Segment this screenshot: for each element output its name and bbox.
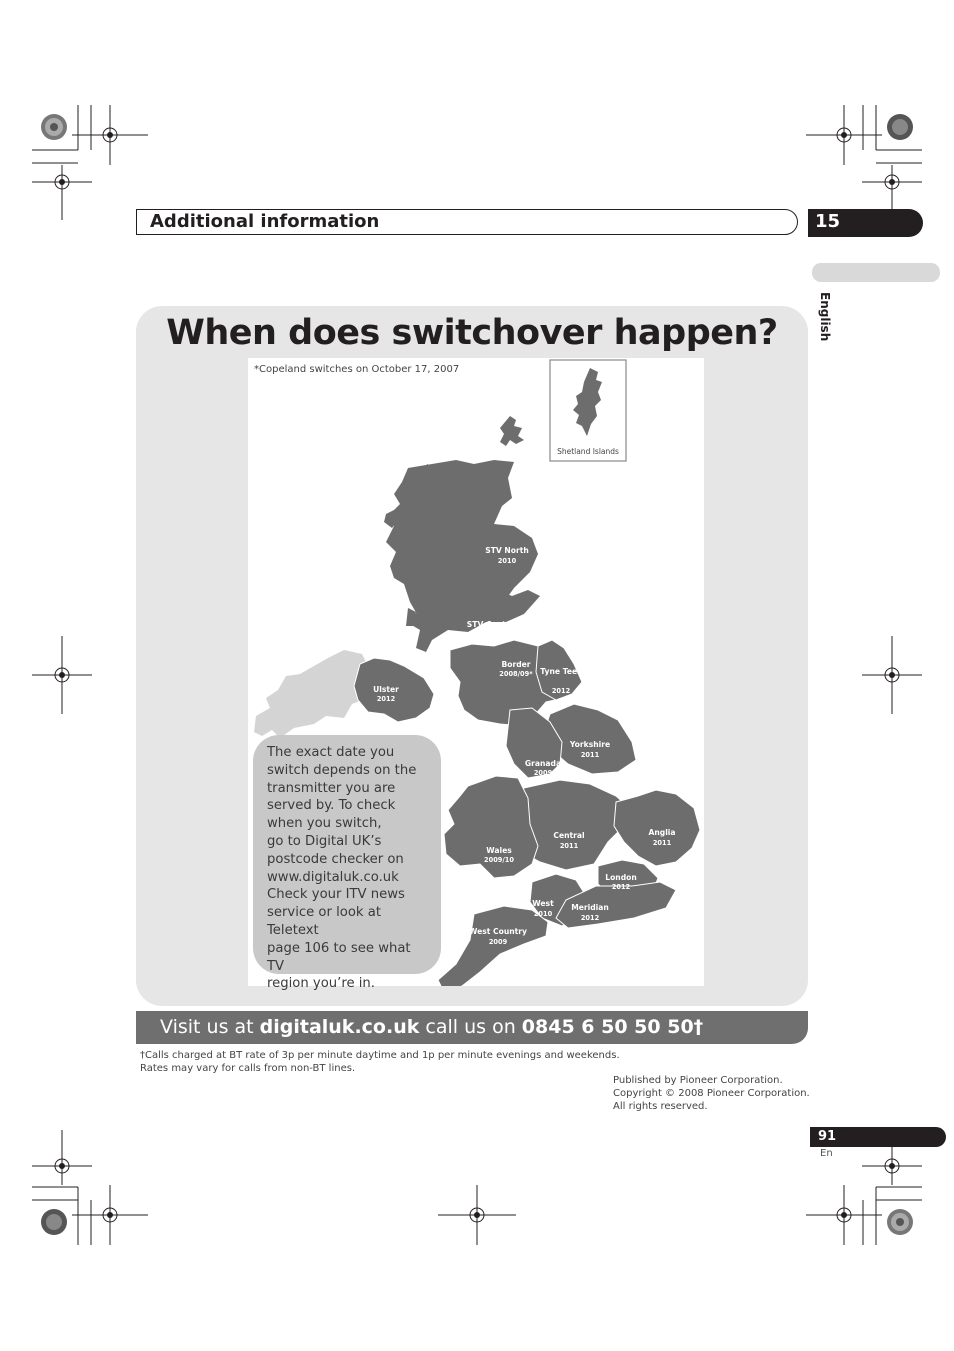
inset-label: Shetland Islands <box>557 447 619 456</box>
language-tab <box>812 263 940 282</box>
info-line: transmitter you are <box>267 780 396 796</box>
label-meridian: Meridian <box>571 903 609 912</box>
label-yorkshire: Yorkshire <box>569 740 611 749</box>
info-line: served by. To check <box>267 798 396 814</box>
footnote-line: †Calls charged at BT rate of 3p per minute daytime and 1p per minute evenings and weekends. <box>140 1050 620 1061</box>
year-london: 2012 <box>611 883 631 891</box>
page-lang-code: En <box>820 1148 833 1159</box>
info-line: switch depends on the <box>267 762 417 778</box>
info-line: Check your ITV news <box>267 887 405 903</box>
label-anglia: Anglia <box>648 828 676 837</box>
label-stv-north: STV North <box>485 546 529 555</box>
footnote-line: Rates may vary for calls from non-BT lines. <box>140 1063 356 1074</box>
year-west: 2010 <box>533 910 553 918</box>
info-callout <box>253 735 441 992</box>
orkney-shape <box>500 416 524 446</box>
visit-text <box>160 1013 703 1041</box>
call-charges-footnote <box>140 1049 620 1075</box>
publisher-line: Published by Pioneer Corporation. <box>613 1075 783 1086</box>
poster-title: When does switchover happen? <box>166 313 778 353</box>
year-ulster: 2012 <box>376 695 396 703</box>
language-label: English <box>818 292 832 342</box>
label-central: Central <box>553 831 585 840</box>
year-tyne-tees: 2012 <box>551 687 571 695</box>
ireland-shape <box>254 650 372 738</box>
year-stv-central: 2010/11 <box>469 630 499 638</box>
info-line: The exact date you <box>267 745 395 760</box>
label-granada: Granada <box>524 759 562 768</box>
info-text <box>267 744 431 993</box>
year-stv-north: 2010 <box>497 557 517 565</box>
copeland-note: *Copeland switches on October 17, 2007 <box>254 364 460 375</box>
label-london: London <box>605 873 637 882</box>
label-ulster: Ulster <box>373 685 399 694</box>
info-line: service or look at Teletext <box>267 905 381 938</box>
label-stv-central: STV Central <box>466 620 518 629</box>
year-granada: 2009 <box>533 769 553 777</box>
year-central: 2011 <box>559 842 579 850</box>
year-west-country: 2009 <box>488 938 508 946</box>
info-line: go to Digital UK’s <box>267 833 382 849</box>
publisher-line: Copyright © 2008 Pioneer Corporation. <box>613 1088 810 1099</box>
label-border: Border <box>501 660 531 669</box>
page-number: 91 <box>818 1129 837 1144</box>
label-tyne-tees: Tyne Tees <box>540 667 582 676</box>
section-title: Additional information <box>150 211 380 232</box>
label-west-country: West Country <box>469 927 527 936</box>
info-line: page 106 to see what TV <box>267 940 411 974</box>
year-border: 2008/09* <box>499 670 533 678</box>
visit-prefix: Visit us at <box>160 1016 260 1038</box>
region-west-country <box>438 906 548 986</box>
website-text: digitaluk.co.uk <box>259 1016 420 1038</box>
info-line: www.digitaluk.co.uk <box>267 869 399 885</box>
publisher-notice <box>613 1074 810 1113</box>
info-line: when you switch, <box>267 816 382 832</box>
year-meridian: 2012 <box>580 914 600 922</box>
info-line: region you’re in. <box>267 976 375 992</box>
chapter-number: 15 <box>815 211 841 232</box>
year-yorkshire: 2011 <box>580 751 600 759</box>
phone-number: 0845 6 50 50 50† <box>521 1016 704 1038</box>
visit-middle: call us on <box>419 1016 522 1038</box>
publisher-line: All rights reserved. <box>613 1101 708 1112</box>
year-anglia: 2011 <box>652 839 672 847</box>
label-west: West <box>532 899 554 908</box>
info-line: postcode checker on <box>267 851 404 867</box>
year-wales: 2009/10 <box>484 856 514 864</box>
label-wales: Wales <box>486 846 512 855</box>
